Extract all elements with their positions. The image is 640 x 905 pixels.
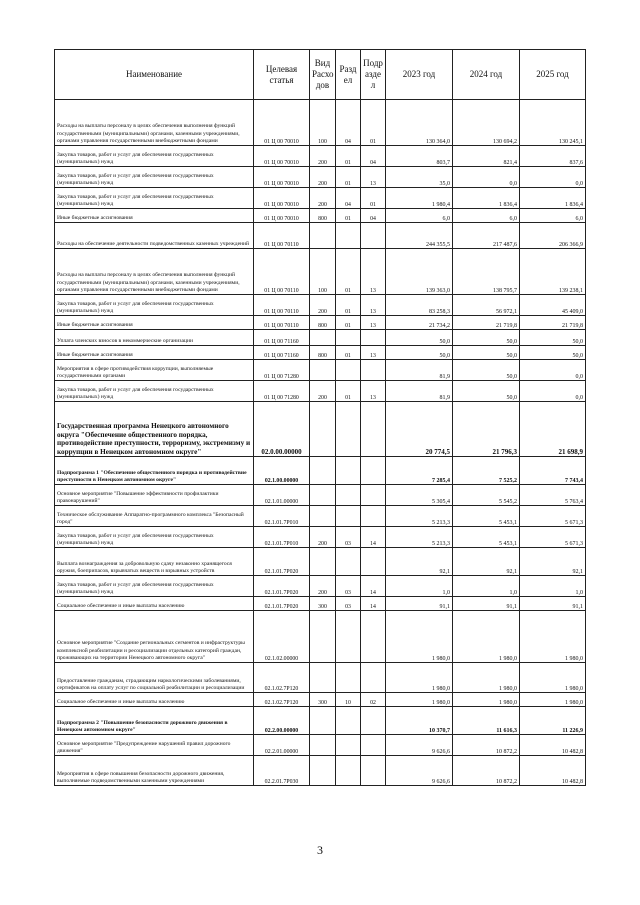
row-value-2023: 81,9 [386,381,453,402]
row-value-2024: 217 487,6 [453,223,520,249]
row-value-2024: 5 453,1 [453,527,520,548]
row-value-2024: 0,0 [453,167,520,188]
row-value-2024: 138 795,7 [453,249,520,295]
row-value-2025: 5 671,3 [520,506,586,527]
row-expense-type [310,735,336,756]
row-section [336,457,361,485]
row-name: Государственная программа Ненецкого автономного округа "Обеспечение общественного порядка, противодействие преступности, терроризму, экстремизму и коррупции в Ненецком автономном округе" [55,402,254,457]
row-value-2025: 45 409,0 [520,295,586,316]
table-row [55,506,586,527]
row-value-2025: 139 238,1 [520,249,586,295]
row-subsection [361,223,386,249]
row-value-2025: 1 836,4 [520,188,586,209]
row-subsection [361,548,386,576]
row-expense-type [310,330,336,346]
header-expense-type: Вид Расхо дов [310,50,336,100]
table-row [55,209,586,223]
row-name: Социальное обеспечение и иные выплаты населению [55,597,254,611]
table-row [55,485,586,506]
row-value-2024: 50,0 [453,360,520,381]
row-value-2023: 35,0 [386,167,453,188]
row-value-2025: 130 245,1 [520,100,586,146]
row-section: 03 [336,527,361,548]
row-value-2023: 1 980,4 [386,188,453,209]
row-value-2025: 11 226,9 [520,707,586,735]
row-expense-type [310,223,336,249]
row-name: Закупка товаров, работ и услуг для обеспечения государственных (муниципальных) нужд [55,167,254,188]
row-subsection: 04 [361,209,386,223]
table-row [55,146,586,167]
row-value-2023: 20 774,5 [386,402,453,457]
row-value-2023: 83 258,3 [386,295,453,316]
row-target-code: 02.2.01.7Р030 [254,756,310,786]
row-name: Закупка товаров, работ и услуг для обеспечения государственных (муниципальных) нужд [55,295,254,316]
row-value-2023: 6,0 [386,209,453,223]
row-section: 04 [336,188,361,209]
row-subsection [361,735,386,756]
header-subsection: Подр азде л [361,50,386,100]
row-section: 01 [336,249,361,295]
row-value-2024: 11 616,3 [453,707,520,735]
row-section: 01 [336,167,361,188]
row-subsection [361,360,386,381]
row-subsection: 13 [361,316,386,330]
row-value-2024: 50,0 [453,346,520,360]
row-expense-type [310,707,336,735]
row-section: 03 [336,597,361,611]
table-row [55,576,586,597]
row-value-2023: 50,0 [386,330,453,346]
row-value-2025: 50,0 [520,346,586,360]
table-row [55,330,586,346]
row-section [336,485,361,506]
row-value-2023: 7 285,4 [386,457,453,485]
row-name: Основное мероприятие "Повышение эффективности профилактики правонарушений" [55,485,254,506]
row-value-2025: 91,1 [520,597,586,611]
row-name: Расходы на выплаты персоналу в целях обеспечения выполнения функций государственными (муниципальными) органами, казенными учреждениями, органами управления государственными внебюджетными фондами [55,249,254,295]
row-value-2024: 50,0 [453,330,520,346]
row-name: Расходы на обеспечение деятельности подведомственных казенных учреждений [55,223,254,249]
header-target: Целевая статья [254,50,310,100]
row-name: Предоставление гражданам, страдающим наркологическими заболеваниями, сертификатов на оплату услуг по социальной реабилитации и ресоциализации [55,663,254,693]
table-row [55,756,586,786]
row-value-2024: 5 545,2 [453,485,520,506]
budget-table [54,49,586,786]
row-name: Выплата вознаграждения за добровольную сдачу незаконно хранящегося оружия, боеприпасов, взрывчатых веществ и взрывных устройств [55,548,254,576]
row-value-2025: 6,0 [520,209,586,223]
row-value-2024: 10 872,2 [453,735,520,756]
header-2023: 2023 год [386,50,453,100]
row-value-2023: 130 364,0 [386,100,453,146]
row-target-code: 01 Ц 00 71280 [254,381,310,402]
table-body [55,100,586,786]
table-row [55,381,586,402]
row-value-2025: 0,0 [520,360,586,381]
row-subsection: 14 [361,597,386,611]
row-expense-type [310,756,336,786]
row-target-code: 02.1.02.00000 [254,611,310,663]
row-value-2023: 81,9 [386,360,453,381]
row-name: Иные бюджетные ассигнования [55,346,254,360]
table-row [55,457,586,485]
row-section [336,735,361,756]
row-value-2024: 5 453,1 [453,506,520,527]
row-subsection [361,663,386,693]
table-row [55,597,586,611]
row-section: 01 [336,146,361,167]
row-subsection: 13 [361,249,386,295]
row-section: 01 [336,381,361,402]
row-subsection: 04 [361,146,386,167]
row-subsection: 13 [361,167,386,188]
row-expense-type: 300 [310,693,336,707]
row-value-2025: 1,0 [520,576,586,597]
table-row [55,735,586,756]
row-value-2025: 10 482,8 [520,756,586,786]
row-section: 10 [336,693,361,707]
row-expense-type: 300 [310,597,336,611]
row-name: Подпрограмма 2 "Повышение безопасности дорожного движения в Ненецком автономном округе" [55,707,254,735]
table-row [55,167,586,188]
row-value-2023: 9 626,6 [386,756,453,786]
row-subsection: 02 [361,693,386,707]
header-name: Наименование [55,50,254,100]
page-number: 3 [317,843,323,857]
row-name: Закупка товаров, работ и услуг для обеспечения государственных (муниципальных) нужд [55,146,254,167]
row-expense-type [310,548,336,576]
table-row [55,527,586,548]
row-value-2024: 1 836,4 [453,188,520,209]
table-row [55,663,586,693]
row-section: 03 [336,576,361,597]
row-target-code: 01 Ц 00 71280 [254,360,310,381]
row-value-2023: 50,0 [386,346,453,360]
row-target-code: 01 Ц 00 71160 [254,330,310,346]
row-value-2023: 5 213,3 [386,506,453,527]
row-value-2023: 244 355,5 [386,223,453,249]
row-value-2023: 21 734,2 [386,316,453,330]
row-section [336,663,361,693]
row-expense-type: 200 [310,167,336,188]
row-value-2023: 92,1 [386,548,453,576]
row-target-code: 02.1.02.7Р120 [254,693,310,707]
row-section [336,360,361,381]
row-expense-type: 800 [310,346,336,360]
row-value-2024: 91,1 [453,597,520,611]
row-section: 01 [336,295,361,316]
table-row [55,693,586,707]
row-value-2025: 5 671,3 [520,527,586,548]
row-subsection [361,506,386,527]
row-expense-type [310,506,336,527]
row-subsection: 14 [361,576,386,597]
row-subsection [361,707,386,735]
row-name: Техническое обслуживание Аппаратно-программного комплекса "Безопасный город" [55,506,254,527]
row-subsection: 01 [361,188,386,209]
row-value-2024: 50,0 [453,381,520,402]
row-name: Расходы на выплаты персоналу в целях обеспечения выполнения функций государственными (муниципальными) органами, казенными учреждениями, органами управления государственными внебюджетными фондами [55,100,254,146]
row-value-2025: 206 366,9 [520,223,586,249]
row-name: Мероприятия в сфере повышения безопасности дорожного движения, выполняемые подведомственными казенными учреждениями [55,756,254,786]
row-section [336,548,361,576]
row-target-code: 02.1.01.7Р020 [254,576,310,597]
row-value-2025: 1 980,0 [520,611,586,663]
row-value-2025: 7 743,4 [520,457,586,485]
row-value-2024: 56 972,1 [453,295,520,316]
row-subsection [361,485,386,506]
row-name: Подпрограмма 1 "Обеспечение общественного порядка и противодействие преступности в Ненецком автономном округе" [55,457,254,485]
row-expense-type [310,360,336,381]
table-row [55,346,586,360]
table-row [55,402,586,457]
row-target-code: 02.1.01.7Р020 [254,597,310,611]
row-value-2023: 10 370,7 [386,707,453,735]
row-target-code: 02.0.00.00000 [254,402,310,457]
table-row [55,223,586,249]
row-value-2023: 1 980,0 [386,693,453,707]
row-expense-type: 800 [310,209,336,223]
row-value-2025: 10 482,8 [520,735,586,756]
row-target-code: 01 Ц 00 70010 [254,188,310,209]
row-section [336,402,361,457]
row-target-code: 01 Ц 00 70010 [254,146,310,167]
row-target-code: 02.1.01.7Р020 [254,548,310,576]
row-target-code: 01 Ц 00 70010 [254,209,310,223]
row-value-2025: 837,6 [520,146,586,167]
row-name: Иные бюджетные ассигнования [55,316,254,330]
row-name: Закупка товаров, работ и услуг для обеспечения государственных (муниципальных) нужд [55,527,254,548]
row-target-code: 02.1.01.7Р010 [254,506,310,527]
row-target-code: 01 Ц 00 70010 [254,167,310,188]
row-value-2023: 139 363,0 [386,249,453,295]
row-expense-type: 800 [310,316,336,330]
row-value-2023: 803,7 [386,146,453,167]
row-value-2024: 1,0 [453,576,520,597]
row-expense-type: 200 [310,188,336,209]
row-expense-type: 100 [310,249,336,295]
row-value-2023: 91,1 [386,597,453,611]
row-value-2024: 6,0 [453,209,520,223]
row-target-code: 01 Ц 00 70110 [254,316,310,330]
table-row [55,611,586,663]
row-value-2024: 10 872,2 [453,756,520,786]
row-value-2024: 92,1 [453,548,520,576]
row-value-2025: 21 698,9 [520,402,586,457]
row-expense-type: 100 [310,100,336,146]
row-value-2023: 1 980,0 [386,663,453,693]
row-expense-type [310,457,336,485]
row-value-2025: 1 980,0 [520,663,586,693]
header-2024: 2024 год [453,50,520,100]
row-section: 01 [336,209,361,223]
table-row [55,100,586,146]
row-subsection: 01 [361,100,386,146]
row-section [336,756,361,786]
row-value-2024: 1 980,0 [453,693,520,707]
row-value-2024: 821,4 [453,146,520,167]
row-target-code: 02.1.01.00000 [254,485,310,506]
row-subsection [361,402,386,457]
row-target-code: 02.2.00.00000 [254,707,310,735]
row-value-2024: 130 694,2 [453,100,520,146]
row-target-code: 02.1.01.7Р010 [254,527,310,548]
row-name: Мероприятия в сфере противодействия коррупции, выполняемые государственными органами [55,360,254,381]
row-subsection: 13 [361,381,386,402]
row-name: Основное мероприятие "Предупреждение нарушений правил дорожного движения" [55,735,254,756]
row-target-code: 01 Ц 00 70010 [254,100,310,146]
row-value-2023: 5 305,4 [386,485,453,506]
row-target-code: 01 Ц 00 70110 [254,295,310,316]
row-target-code: 01 Ц 00 70110 [254,249,310,295]
row-expense-type: 200 [310,527,336,548]
row-value-2025: 21 719,8 [520,316,586,330]
header-section: Разд ел [336,50,361,100]
row-value-2024: 21 796,3 [453,402,520,457]
table-row [55,548,586,576]
row-value-2025: 5 763,4 [520,485,586,506]
row-target-code: 02.1.02.7Р120 [254,663,310,693]
row-subsection [361,457,386,485]
row-subsection: 14 [361,527,386,548]
row-target-code: 01 Ц 00 71160 [254,346,310,360]
row-value-2023: 9 626,6 [386,735,453,756]
row-name: Закупка товаров, работ и услуг для обеспечения государственных (муниципальных) нужд [55,381,254,402]
row-name: Иные бюджетные ассигнования [55,209,254,223]
row-target-code: 02.1.00.00000 [254,457,310,485]
row-name: Закупка товаров, работ и услуг для обеспечения государственных (муниципальных) нужд [55,188,254,209]
row-section [336,330,361,346]
row-name: Социальное обеспечение и иные выплаты населению [55,693,254,707]
row-expense-type [310,611,336,663]
row-expense-type: 200 [310,146,336,167]
table-row [55,707,586,735]
row-subsection: 13 [361,295,386,316]
row-value-2025: 92,1 [520,548,586,576]
table-row [55,295,586,316]
row-value-2023: 1 980,0 [386,611,453,663]
row-subsection [361,330,386,346]
row-target-code: 02.2.01.00000 [254,735,310,756]
row-value-2023: 5 213,3 [386,527,453,548]
row-name: Закупка товаров, работ и услуг для обеспечения государственных (муниципальных) нужд [55,576,254,597]
table-row [55,316,586,330]
table-row [55,249,586,295]
row-expense-type [310,402,336,457]
row-expense-type [310,663,336,693]
row-value-2024: 21 719,8 [453,316,520,330]
header-2025: 2025 год [520,50,586,100]
row-expense-type [310,485,336,506]
row-value-2025: 50,0 [520,330,586,346]
row-value-2024: 1 980,0 [453,663,520,693]
header-row [55,50,586,100]
row-value-2025: 0,0 [520,167,586,188]
row-value-2023: 1,0 [386,576,453,597]
row-expense-type: 200 [310,576,336,597]
row-section [336,707,361,735]
row-section [336,611,361,663]
row-value-2024: 1 980,0 [453,611,520,663]
row-value-2024: 7 525,2 [453,457,520,485]
row-section: 01 [336,316,361,330]
row-subsection: 13 [361,346,386,360]
row-section: 04 [336,100,361,146]
row-expense-type: 200 [310,295,336,316]
row-target-code: 01 Ц 00 70110 [254,223,310,249]
row-section [336,223,361,249]
row-value-2025: 1 980,0 [520,693,586,707]
table-row [55,188,586,209]
table-row [55,360,586,381]
row-subsection [361,611,386,663]
row-expense-type: 200 [310,381,336,402]
row-section: 01 [336,346,361,360]
row-value-2025: 0,0 [520,381,586,402]
row-section [336,506,361,527]
row-name: Основное мероприятие "Создание региональных сегментов и инфраструктуры комплексной реабилитации и ресоциализации отдельных категорий граждан, проживающих на территории Ненецкого автономного округа" [55,611,254,663]
row-name: Уплата членских взносов в некоммерческие организации [55,330,254,346]
row-subsection [361,756,386,786]
